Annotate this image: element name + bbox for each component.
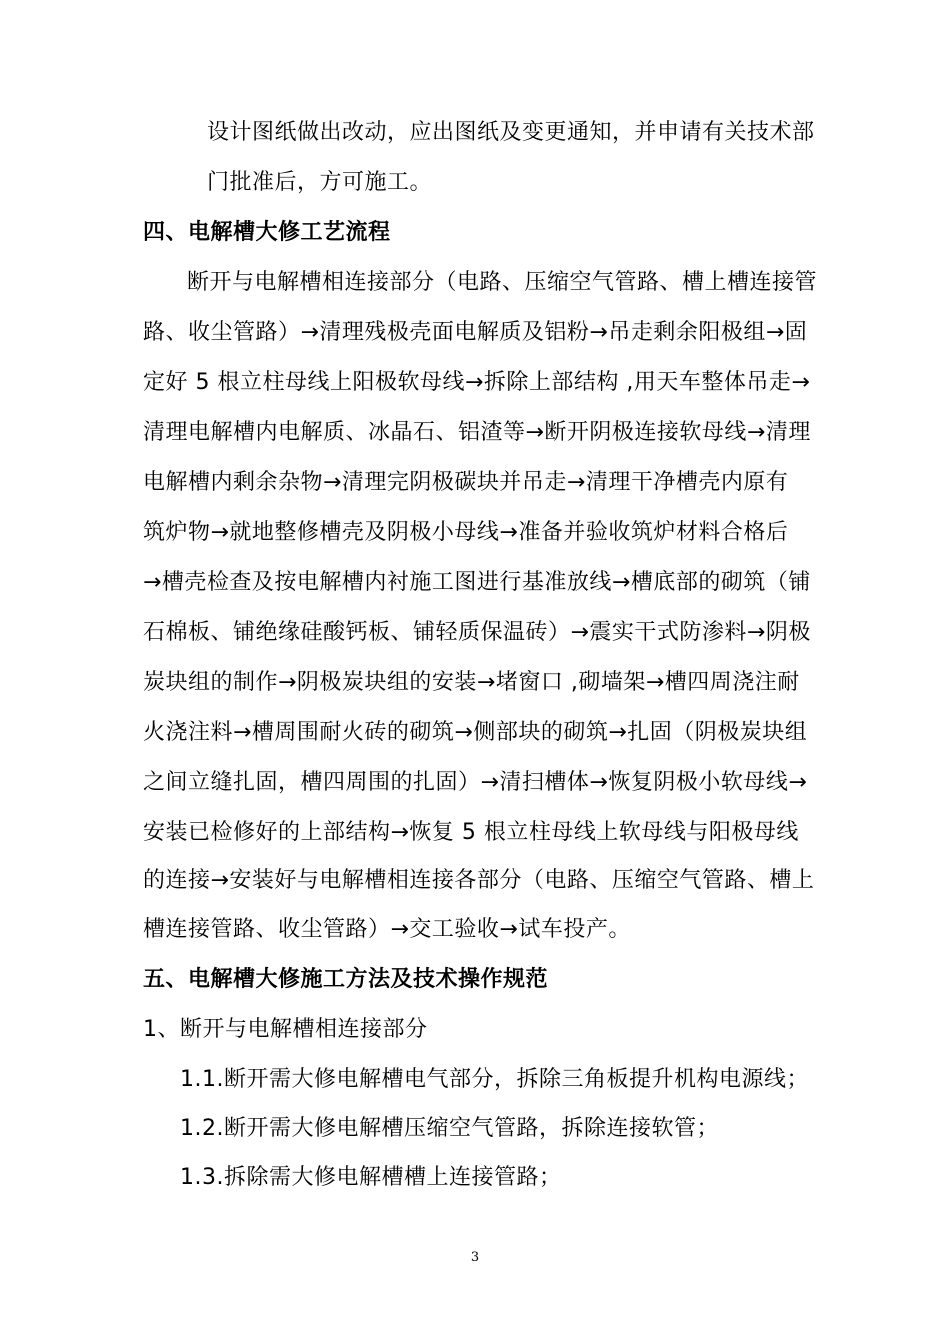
section-4-paragraph-line-9: 炭块组的制作→阴极炭块组的安装→堵窗口 ,砌墙架→槽四周浇注耐 xyxy=(143,670,800,695)
section-4-paragraph-line-6: 筑炉物→就地整修槽壳及阴极小母线→准备并验收筑炉材料合格后 xyxy=(143,520,789,545)
sub-item-1-3: 1.3.拆除需大修电解槽槽上连接管路； xyxy=(180,1165,562,1190)
section-4-paragraph-line-13: 的连接→安装好与电解槽相连接各部分（电路、压缩空气管路、槽上 xyxy=(143,868,815,893)
section-4-paragraph-line-3: 定好 5 根立柱母线上阳极软母线→拆除上部结构 ,用天车整体吊走→ xyxy=(143,370,811,395)
page-number: 3 xyxy=(470,1250,480,1265)
section-4-paragraph-line-4: 清理电解槽内电解质、冰晶石、铝渣等→断开阴极连接软母线→清理 xyxy=(143,420,811,445)
section-4-paragraph-line-12: 安装已检修好的上部结构→恢复 5 根立柱母线上软母线与阳极母线 xyxy=(143,820,799,845)
section-4-paragraph-line-7: →槽壳检查及按电解槽内衬施工图进行基准放线→槽底部的砌筑（铺 xyxy=(143,570,811,595)
section-4-heading: 四、电解槽大修工艺流程 xyxy=(143,220,391,245)
section-4-paragraph-line-11: 之间立缝扎固，槽四周围的扎固）→清扫槽体→恢复阴极小软母线→ xyxy=(143,770,808,795)
section-5-item-1-title: 1、断开与电解槽相连接部分 xyxy=(143,1017,428,1042)
section-4-paragraph-line-1: 断开与电解槽相连接部分（电路、压缩空气管路、槽上槽连接管 xyxy=(187,270,818,295)
section-4-paragraph-line-14: 槽连接管路、收尘管路）→交工验收→试车投产。 xyxy=(143,917,631,942)
section-4-paragraph-line-2: 路、收尘管路）→清理残极壳面电解质及铝粉→吊走剩余阳极组→固 xyxy=(143,320,808,345)
section-5-heading: 五、电解槽大修施工方法及技术操作规范 xyxy=(143,967,549,992)
section-4-paragraph-line-5: 电解槽内剩余杂物→清理完阴极碳块并吊走→清理干净槽壳内原有 xyxy=(143,470,789,495)
continuation-line-2: 门批准后，方可施工。 xyxy=(207,170,433,195)
sub-item-1-2: 1.2.断开需大修电解槽压缩空气管路，拆除连接软管； xyxy=(180,1116,719,1141)
section-4-paragraph-line-8: 石棉板、铺绝缘硅酸钙板、铺轻质保温砖）→震实干式防渗料→阴极 xyxy=(143,620,811,645)
sub-item-1-1: 1.1.断开需大修电解槽电气部分，拆除三角板提升机构电源线； xyxy=(180,1067,809,1092)
section-4-paragraph-line-10: 火浇注料→槽周围耐火砖的砌筑→侧部块的砌筑→扎固（阴极炭块组 xyxy=(143,720,808,745)
continuation-line-1: 设计图纸做出改动，应出图纸及变更通知，并申请有关技术部 xyxy=(207,120,815,145)
